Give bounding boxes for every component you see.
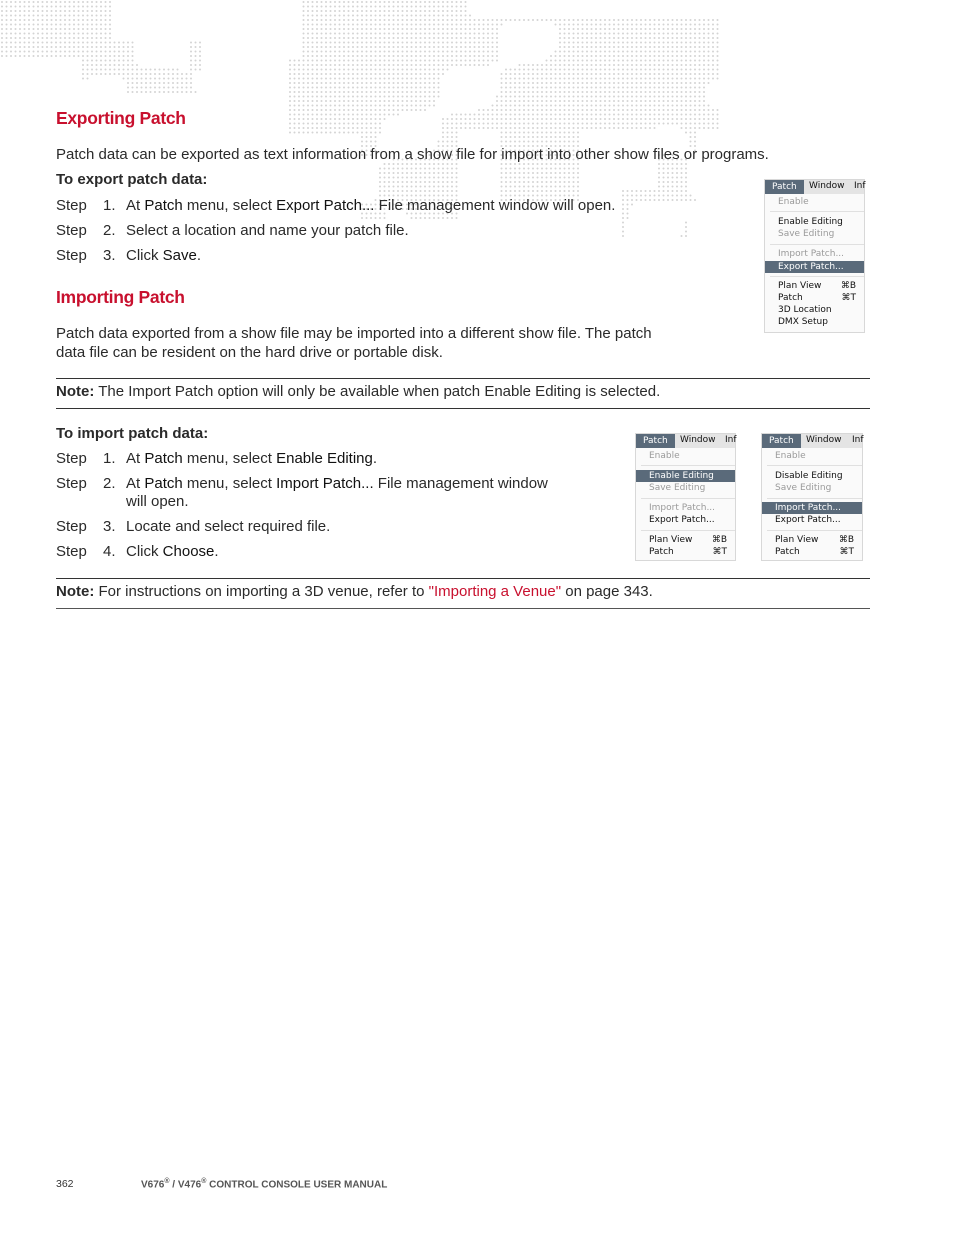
step-label: Step — [56, 197, 87, 214]
step-number: 1. — [103, 450, 116, 467]
step-text: At Patch menu, select Import Patch... File management window will open. — [126, 475, 548, 510]
step-number: 3. — [103, 518, 116, 535]
menu-item-enable: Enable — [649, 451, 680, 461]
step-text: At Patch menu, select Enable Editing. — [126, 450, 378, 467]
shortcut-t: ⌘T — [841, 293, 856, 303]
menu-separator — [767, 530, 862, 531]
note-rule-top — [56, 378, 870, 379]
step-text: Locate and select required file. — [126, 518, 331, 535]
note-rule-top — [56, 578, 870, 579]
export-procedure-title: To export patch data: — [56, 171, 208, 188]
menu-name: Patch — [144, 197, 183, 214]
menu-bar — [765, 180, 864, 194]
note-rule-bottom — [56, 608, 870, 609]
menu-item-export-patch: Export Patch... — [775, 515, 841, 525]
menu-item-plan-view: Plan View ⌘B — [649, 535, 727, 545]
menu-item-import-patch: Import Patch... — [778, 249, 845, 259]
page-number: 362 — [56, 1178, 74, 1190]
step-number: 2. — [103, 475, 116, 492]
export-intro: Patch data can be exported as text information from a show file for import into other show files or programs. — [56, 146, 769, 163]
import-procedure-title: To import patch data: — [56, 425, 209, 442]
manual-title: V676® / V476® CONTROL CONSOLE USER MANUAL — [141, 1178, 388, 1191]
step-label: Step — [56, 475, 87, 492]
option-name: Import Patch — [128, 383, 214, 400]
menu-separator — [767, 498, 862, 499]
note-import-availability: Note: The Import Patch option will only be available when patch Enable Editing is selected. — [56, 383, 661, 400]
shortcut-b: ⌘B — [840, 281, 856, 291]
menu-bar-info: Inf — [852, 435, 864, 445]
importing-a-venue-link[interactable]: "Importing a Venue" — [428, 583, 562, 600]
menu-command: Export Patch... — [276, 197, 375, 214]
step-label: Step — [56, 543, 87, 560]
menu-item-enable-editing: Enable Editing — [778, 217, 843, 227]
import-intro: Patch data exported from a show file may be imported into a different show file. The patch data file can be resident on the hard drive or portable disk. — [56, 325, 652, 361]
note-3d-venue: Note: For instructions on importing a 3D venue, refer to "Importing a Venue" on page 343. — [56, 583, 653, 600]
menu-bar-info: Inf — [725, 435, 737, 445]
import-heading: Importing Patch — [56, 287, 185, 307]
menu-item-save-editing: Save Editing — [778, 229, 835, 239]
menu-bar-info: Inf — [854, 181, 866, 191]
menu-item-save-editing: Save Editing — [649, 483, 706, 493]
menu-separator — [641, 530, 735, 531]
menu-item-enable: Enable — [778, 197, 809, 207]
shortcut-t: ⌘T — [839, 547, 854, 557]
menu-bar-patch: Patch — [762, 434, 801, 448]
menu-item-export-patch: Export Patch... — [765, 261, 864, 273]
menu-item-import-patch: Import Patch... — [649, 503, 716, 513]
menu-separator — [641, 498, 735, 499]
shortcut-t: ⌘T — [712, 547, 727, 557]
button-name: Save — [162, 247, 197, 264]
import-patch-menu-screenshot — [761, 433, 863, 561]
menu-bar-window: Window — [809, 181, 845, 191]
step-number: 4. — [103, 543, 116, 560]
step-label: Step — [56, 247, 87, 264]
note-rule-bottom — [56, 408, 870, 409]
menu-item-patch: Patch ⌘T — [649, 547, 727, 557]
step-text: Click Save. — [126, 247, 202, 264]
menu-bar — [636, 434, 735, 448]
menu-separator — [770, 276, 864, 277]
shortcut-b: ⌘B — [711, 535, 727, 545]
step-number: 3. — [103, 247, 116, 264]
enable-editing-menu-screenshot — [635, 433, 736, 561]
menu-bar-patch: Patch — [765, 180, 804, 194]
menu-item-enable: Enable — [775, 451, 806, 461]
menu-item-patch: Patch ⌘T — [775, 547, 854, 557]
menu-item-enable-editing: Enable Editing — [636, 470, 735, 482]
menu-item-patch: Patch ⌘T — [778, 293, 856, 303]
menu-item-import-patch: Import Patch... — [762, 502, 862, 514]
menu-separator — [770, 244, 864, 245]
menu-item-dmx-setup: DMX Setup — [778, 317, 828, 327]
step-label: Step — [56, 222, 87, 239]
option-name: Enable Editing — [484, 383, 582, 400]
step-number: 1. — [103, 197, 116, 214]
menu-bar — [762, 434, 862, 448]
note-label: Note: — [56, 583, 95, 600]
export-patch-menu-screenshot — [764, 179, 865, 333]
note-label: Note: — [56, 383, 95, 400]
step-label: Step — [56, 450, 87, 467]
menu-separator — [641, 465, 735, 466]
menu-item-export-patch: Export Patch... — [649, 515, 715, 525]
menu-item-plan-view: Plan View ⌘B — [775, 535, 854, 545]
step-number: 2. — [103, 222, 116, 239]
step-text: Select a location and name your patch file. — [126, 222, 409, 239]
step-text: At Patch menu, select Export Patch... File management window will open. — [126, 197, 616, 214]
step-label: Step — [56, 518, 87, 535]
menu-bar-patch: Patch — [636, 434, 675, 448]
menu-bar-window: Window — [680, 435, 716, 445]
menu-item-save-editing: Save Editing — [775, 483, 832, 493]
export-heading: Exporting Patch — [56, 108, 186, 128]
menu-bar-window: Window — [806, 435, 842, 445]
menu-item-disable-editing: Disable Editing — [775, 471, 843, 481]
shortcut-b: ⌘B — [838, 535, 854, 545]
step-text: Click Choose. — [126, 543, 219, 560]
menu-separator — [767, 465, 862, 466]
menu-separator — [770, 211, 864, 212]
menu-item-3d-location: 3D Location — [778, 305, 832, 315]
menu-item-plan-view: Plan View ⌘B — [778, 281, 856, 291]
